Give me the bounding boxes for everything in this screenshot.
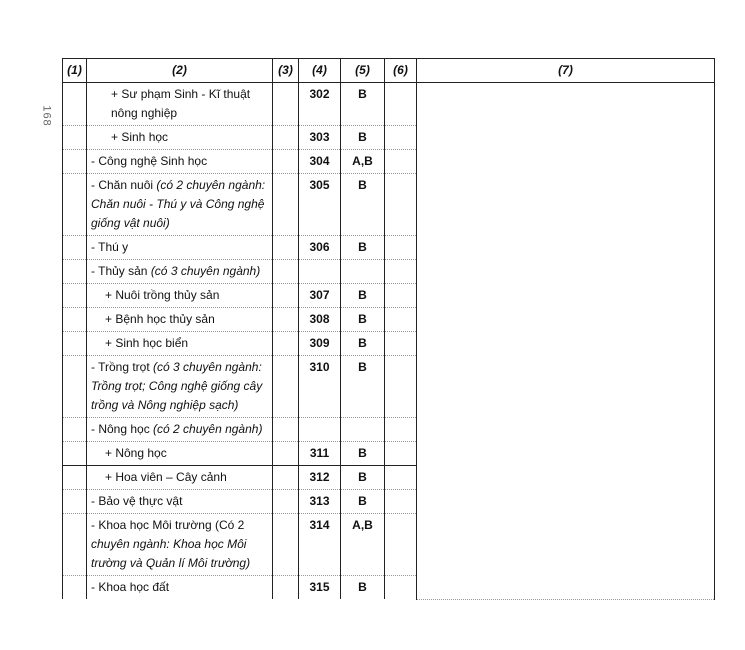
program-name-cell xyxy=(87,126,273,150)
program-name-cell xyxy=(87,174,273,236)
col1-cell xyxy=(63,260,87,284)
col3-cell xyxy=(273,490,299,514)
col3-cell xyxy=(273,418,299,442)
col6-cell xyxy=(385,308,417,332)
col3-cell xyxy=(273,83,299,126)
program-note: chuyên ngành: Khoa học Môi trường và Quản lí Môi trường) xyxy=(91,537,251,570)
program-name: - Thủy sản xyxy=(91,264,151,278)
col-header-7: (7) xyxy=(417,59,715,83)
col3-cell xyxy=(273,356,299,418)
program-name-cell xyxy=(87,466,273,490)
exam-block: B xyxy=(341,442,385,466)
program-note: (có 2 chuyên ngành: Chăn nuôi - Thú y và Công nghệ giống vật nuôi) xyxy=(91,178,266,230)
col3-cell xyxy=(273,332,299,356)
col3-cell xyxy=(273,174,299,236)
col1-cell xyxy=(63,126,87,150)
program-code: 309 xyxy=(299,332,341,356)
program-code: 303 xyxy=(299,126,341,150)
program-name: + Hoa viên – Cây cảnh xyxy=(105,470,227,484)
col6-cell xyxy=(385,418,417,442)
col3-cell xyxy=(273,576,299,600)
program-name-cell xyxy=(87,260,273,284)
col1-cell xyxy=(63,284,87,308)
program-note: (có 3 chuyên ngành) xyxy=(150,264,261,278)
col1-cell xyxy=(63,356,87,418)
col1-cell xyxy=(63,174,87,236)
program-code xyxy=(299,260,341,284)
table-row xyxy=(63,83,715,126)
col-header-3: (3) xyxy=(273,59,299,83)
program-code: 307 xyxy=(299,284,341,308)
col3-cell xyxy=(273,308,299,332)
program-name-cell xyxy=(87,418,273,442)
program-name: - Bảo vệ thực vật xyxy=(91,494,183,508)
exam-block: B xyxy=(341,466,385,490)
exam-block: B xyxy=(341,576,385,600)
col-header-1: (1) xyxy=(63,59,87,83)
program-name: + Bệnh học thủy sản xyxy=(105,312,215,326)
exam-block xyxy=(341,260,385,284)
col6-cell xyxy=(385,260,417,284)
col3-cell xyxy=(273,260,299,284)
exam-block: B xyxy=(341,236,385,260)
page-number: 168 xyxy=(40,105,53,127)
col3-cell xyxy=(273,466,299,490)
program-code: 306 xyxy=(299,236,341,260)
program-name: - Khoa học Môi trường (Có 2 xyxy=(91,518,245,532)
col-header-4: (4) xyxy=(299,59,341,83)
col3-cell xyxy=(273,284,299,308)
col6-cell xyxy=(385,83,417,126)
program-name-cell xyxy=(87,83,273,126)
program-name-cell xyxy=(87,150,273,174)
program-name: + Nuôi trồng thủy sản xyxy=(105,288,220,302)
col3-cell xyxy=(273,126,299,150)
col6-cell xyxy=(385,174,417,236)
program-name: - Khoa học đất xyxy=(91,580,170,594)
program-name-cell xyxy=(87,356,273,418)
col-header-2: (2) xyxy=(87,59,273,83)
col1-cell xyxy=(63,332,87,356)
col6-cell xyxy=(385,442,417,466)
col6-cell xyxy=(385,236,417,260)
exam-block: B xyxy=(341,83,385,126)
col3-cell xyxy=(273,514,299,576)
program-code: 315 xyxy=(299,576,341,600)
program-code xyxy=(299,418,341,442)
program-code: 314 xyxy=(299,514,341,576)
program-note: (có 3 chuyên ngành: Trồng trọt; Công nghệ giống cây trồng và Nông nghiệp sạch) xyxy=(91,360,263,412)
col1-cell xyxy=(63,466,87,490)
col6-cell xyxy=(385,356,417,418)
exam-block: B xyxy=(341,356,385,418)
col-header-5: (5) xyxy=(341,59,385,83)
program-name: + Sinh học biển xyxy=(105,336,189,350)
exam-block: A,B xyxy=(341,514,385,576)
exam-block xyxy=(341,418,385,442)
program-name-cell xyxy=(87,514,273,576)
program-name-cell xyxy=(87,236,273,260)
program-code: 313 xyxy=(299,490,341,514)
col1-cell xyxy=(63,150,87,174)
program-name-cell xyxy=(87,490,273,514)
program-name-cell xyxy=(87,332,273,356)
col1-cell xyxy=(63,576,87,600)
program-code: 302 xyxy=(299,83,341,126)
program-name: - Công nghệ Sinh học xyxy=(91,154,208,168)
program-note: (có 2 chuyên ngành) xyxy=(153,422,263,436)
program-name: - Trồng trọt xyxy=(91,360,154,374)
col1-cell xyxy=(63,236,87,260)
col7-cell xyxy=(417,83,715,600)
program-name: + Sư phạm Sinh - Kĩ thuật nông nghiệp xyxy=(111,87,251,120)
exam-block: A,B xyxy=(341,150,385,174)
exam-block: B xyxy=(341,308,385,332)
col1-cell xyxy=(63,490,87,514)
exam-block: B xyxy=(341,490,385,514)
program-code: 305 xyxy=(299,174,341,236)
program-name: + Sinh học xyxy=(111,130,169,144)
col-header-6: (6) xyxy=(385,59,417,83)
col6-cell xyxy=(385,466,417,490)
exam-block: B xyxy=(341,284,385,308)
program-code: 308 xyxy=(299,308,341,332)
program-name: - Thú y xyxy=(91,240,129,254)
col6-cell xyxy=(385,576,417,600)
col3-cell xyxy=(273,442,299,466)
col1-cell xyxy=(63,83,87,126)
program-code: 310 xyxy=(299,356,341,418)
col1-cell xyxy=(63,308,87,332)
col1-cell xyxy=(63,418,87,442)
program-code: 311 xyxy=(299,442,341,466)
program-name-cell xyxy=(87,284,273,308)
col1-cell xyxy=(63,514,87,576)
program-code: 312 xyxy=(299,466,341,490)
col6-cell xyxy=(385,514,417,576)
program-name: - Nông học xyxy=(91,422,154,436)
col3-cell xyxy=(273,150,299,174)
program-name: + Nông học xyxy=(105,446,167,460)
program-name-cell xyxy=(87,308,273,332)
col1-cell xyxy=(63,442,87,466)
program-table xyxy=(62,58,715,600)
exam-block: B xyxy=(341,126,385,150)
program-name-cell xyxy=(87,442,273,466)
program-name-cell xyxy=(87,576,273,600)
col6-cell xyxy=(385,332,417,356)
col6-cell xyxy=(385,490,417,514)
program-code: 304 xyxy=(299,150,341,174)
col6-cell xyxy=(385,150,417,174)
program-name: - Chăn nuôi xyxy=(91,178,157,192)
exam-block: B xyxy=(341,174,385,236)
col3-cell xyxy=(273,236,299,260)
col6-cell xyxy=(385,284,417,308)
exam-block: B xyxy=(341,332,385,356)
header-row xyxy=(63,59,715,83)
col6-cell xyxy=(385,126,417,150)
